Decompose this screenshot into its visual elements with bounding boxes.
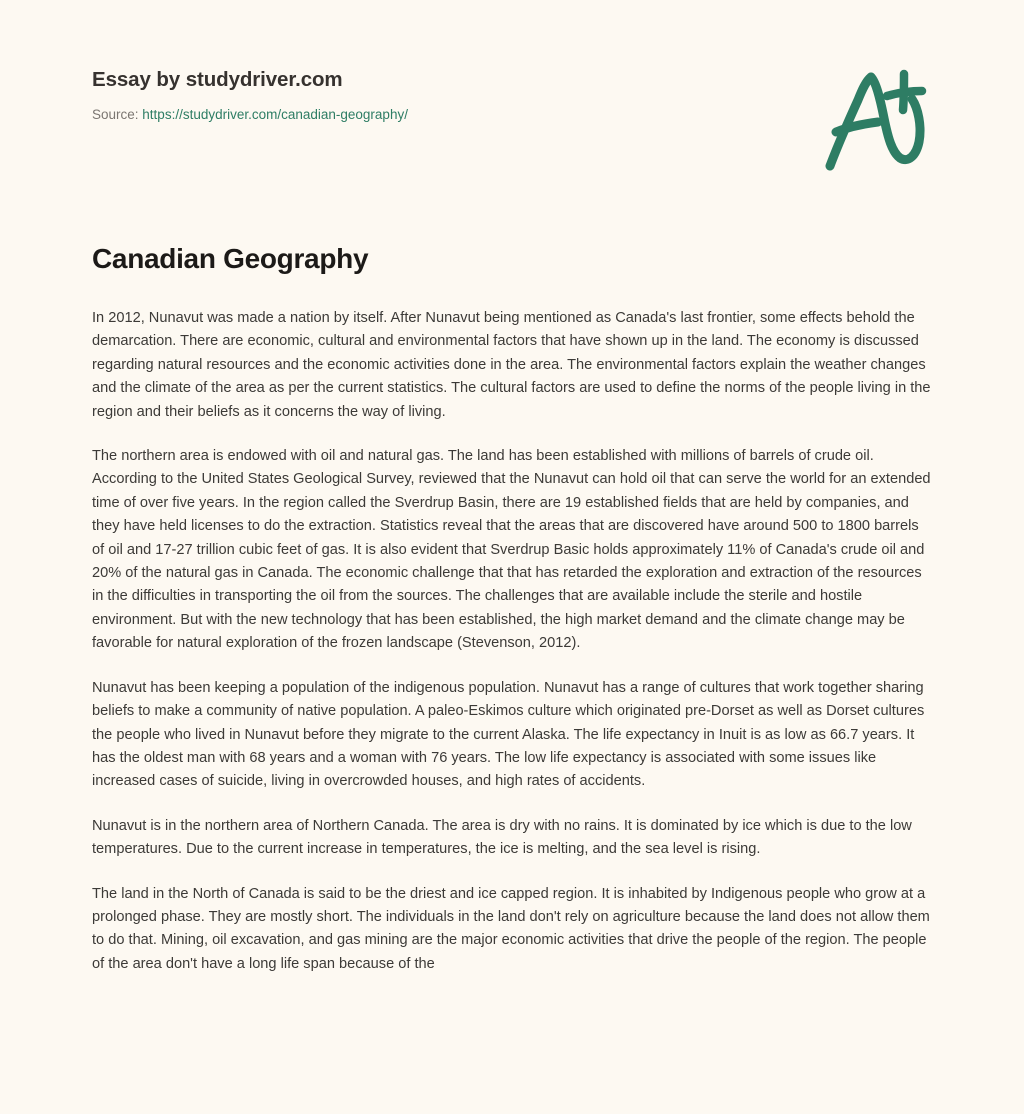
source-line: [92, 105, 408, 125]
article-paragraph: The land in the North of Canada is said to be the driest and ice capped region. It is inhabited by Indigenous people who grow at a prolonged phase. They are mostly short. The individuals in the land don't rely on agriculture because the land does not allow them to do that. Mining, oil excavation, and gas mining are the major economic activities that drive the people of the region. The people of the area don't have a long life span because of the: [92, 885, 930, 972]
article-paragraph: Nunavut is in the northern area of Northern Canada. The area is dry with no rains. It is dominated by ice which is due to the low temperatures. Due to the current increase in temperatures, the ice is melting, and the sea level is rising.: [92, 817, 912, 858]
page-header: [0, 0, 1024, 200]
article: [92, 242, 932, 976]
source-label: Source:: [92, 107, 139, 122]
source-url-link[interactable]: https://studydriver.com/canadian-geography/: [142, 107, 408, 122]
brand-block: [92, 66, 408, 125]
article-paragraph: The northern area is endowed with oil and natural gas. The land has been established with millions of barrels of crude oil. According to the United States Geological Survey, reviewed that the Nunavut can hold oil that can serve the world for an extended time of over five years. In the region called the Sverdrup Basin, there are 19 established fields that are held by companies, and they have held licenses to do the extraction. Statistics reveal that the areas that are discovered have around 500 to 1800 barrels of oil and 17-27 trillion cubic feet of gas. It is also evident that Sverdrup Basic holds approximately 11% of Canada's crude oil and 20% of the natural gas in Canada. The economic challenge that that has retarded the exploration and extraction of the resources in the difficulties in transporting the oil from the sources. The challenges that are available include the sterile and hostile environment. But with the new technology that has been established, the high market demand and the climate change may be favorable for natural exploration of the frozen landscape (Stevenson, 2012).: [92, 448, 931, 652]
brand-title: Essay by studydriver.com: [92, 68, 343, 91]
article-body: [92, 307, 932, 976]
a-plus-logo-icon: [812, 66, 936, 174]
page-title: Canadian Geography: [92, 243, 369, 274]
article-paragraph: Nunavut has been keeping a population of the indigenous population. Nunavut has a range of cultures that work together sharing beliefs to make a community of native population. A paleo-Eskimos culture which originated pre-Dorset as well as Dorset cultures the people who lived in Nunavut before they migrate to the current Alaska. The life expectancy in Inuit is as low as 66.7 years. It has the oldest man with 68 years and a woman with 76 years. The low life expectancy is associated with some issues like increased cases of suicide, living in overcrowded houses, and high rates of accidents.: [92, 679, 925, 790]
article-paragraph: In 2012, Nunavut was made a nation by itself. After Nunavut being mentioned as Canada's last frontier, some effects behold the demarcation. There are economic, cultural and environmental factors that have shown up in the land. The economy is discussed regarding natural resources and the economic activities done in the area. The environmental factors explain the weather changes and the climate of the area as per the current statistics. The cultural factors are used to define the norms of the people living in the region and their beliefs as it concerns the way of living.: [92, 310, 931, 420]
a-plus-logo[interactable]: [812, 66, 936, 174]
